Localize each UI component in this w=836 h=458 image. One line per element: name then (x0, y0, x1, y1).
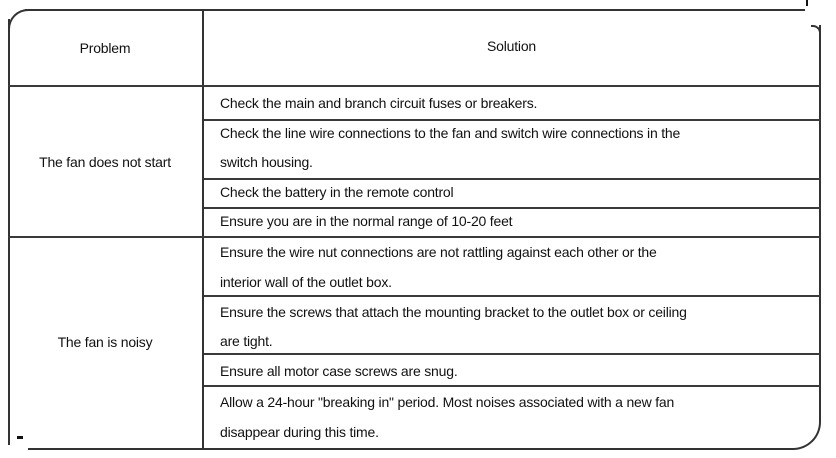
table-border-bottom (28, 448, 793, 450)
solution-text: disappear during this time. (220, 424, 379, 440)
problem-fan-not-start: The fan does not start (39, 154, 171, 170)
problem-fan-noisy: The fan is noisy (57, 334, 153, 350)
solution-text: Check the line wire connections to the fan and switch wire connections in the (220, 125, 681, 141)
table-corner-top-left (8, 9, 30, 31)
solution-text: switch housing. (220, 154, 313, 170)
solution-text: Check the battery in the remote control (220, 184, 454, 200)
row-divider (204, 353, 821, 355)
column-divider (202, 9, 204, 450)
table-border-left (8, 19, 10, 445)
stray-mark (17, 436, 23, 439)
solution-text: Ensure the wire nut connections are not rattling against each other or the (220, 244, 657, 260)
solution-text: interior wall of the outlet box. (220, 274, 392, 290)
table-corner-bottom-right (791, 420, 821, 450)
solution-text: Ensure you are in the normal range of 10-20 feet (220, 213, 513, 229)
solution-text: Allow a 24-hour "breaking in" period. Most noises associated with a new fan (220, 394, 675, 410)
header-divider (8, 85, 821, 87)
solution-text: are tight. (220, 333, 273, 349)
stray-mark (806, 0, 808, 6)
solution-text: Ensure all motor case screws are snug. (220, 363, 458, 379)
header-solution: Solution (487, 38, 536, 54)
solution-text: Check the main and branch circuit fuses or breakers. (220, 95, 538, 111)
header-problem: Problem (79, 40, 131, 56)
troubleshooting-table (8, 9, 821, 450)
table-border-top (25, 9, 805, 11)
solution-text: Ensure the screws that attach the mounting bracket to the outlet box or ceiling (220, 304, 687, 320)
